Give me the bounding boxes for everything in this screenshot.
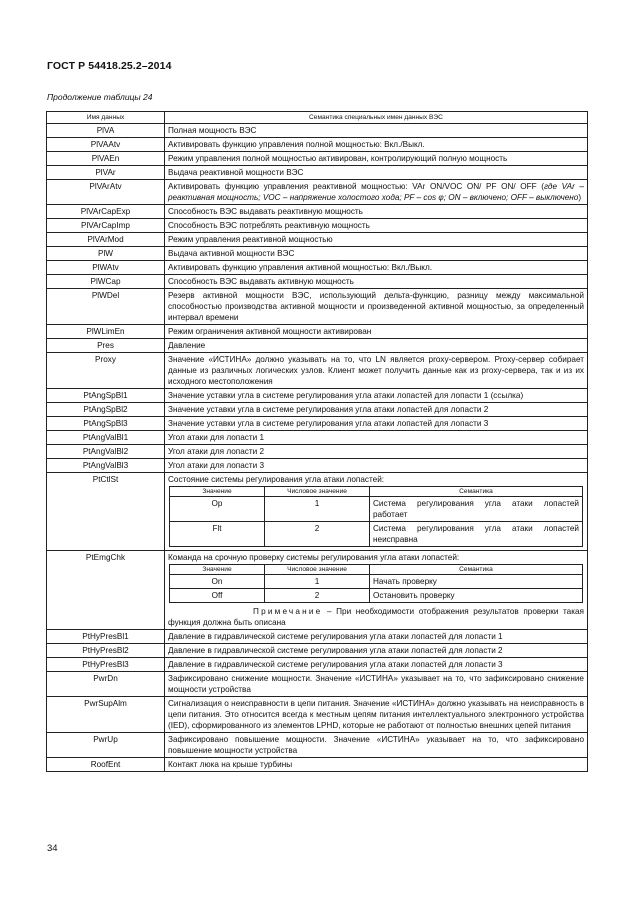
table-row — [47, 166, 588, 180]
table-row — [47, 403, 588, 417]
semantics-cell — [165, 473, 588, 551]
subtable-row — [170, 589, 583, 603]
semantics-cell: Значение уставки угла в системе регулирования угла атаки лопастей для лопасти 3 — [165, 417, 588, 431]
semantics-cell: Зафиксировано снижение мощности. Значение «ИСТИНА» указывает на то, что зафиксировано снижение мощности устройства — [165, 672, 588, 697]
semantics-italic-text: где VAr – реактивная мощность; VOC – напряжение холостого хода; PF – cos φ; ON – включено; OFF – выключено — [168, 182, 584, 202]
semantics-cell: Активировать функцию управления полной мощностью: Вкл./Выкл. — [165, 138, 588, 152]
numeric-cell: 1 — [265, 575, 370, 589]
table-row — [47, 417, 588, 431]
value-cell: Off — [170, 589, 265, 603]
value-semantics-cell: Система регулирования угла атаки лопастей работает — [370, 497, 583, 522]
subtable-header-value: Значение — [170, 565, 265, 575]
table-row — [47, 551, 588, 630]
data-name-cell: PtEmgChk — [47, 551, 165, 630]
table-row — [47, 431, 588, 445]
data-name-cell: PlW — [47, 247, 165, 261]
semantics-cell: Значение уставки угла в системе регулирования угла атаки лопастей для лопасти 2 — [165, 403, 588, 417]
semantics-cell: Значение «ИСТИНА» должно указывать на то, что LN является proxy-сервером. Proxy-сервер собирает данные из различных логических узлов. Клиент может получить данные как из proxy-сервера, так и из их исходного местоположения — [165, 353, 588, 389]
table-row — [47, 697, 588, 733]
subtable-header-semantics: Семантика — [370, 487, 583, 497]
data-name-cell: PlVArAtv — [47, 180, 165, 205]
subtable-header-row — [170, 487, 583, 497]
table-row — [47, 205, 588, 219]
note-text: – При необходимости отображения результатов проверки такая функция должна быть описана — [168, 607, 584, 627]
data-name-cell: PtAngSpBl2 — [47, 403, 165, 417]
value-semantics-cell: Начать проверку — [370, 575, 583, 589]
table-row — [47, 644, 588, 658]
data-name-cell: PtHyPresBl3 — [47, 658, 165, 672]
page-number: 34 — [47, 843, 58, 854]
data-name-cell: PlVArMod — [47, 233, 165, 247]
table-row — [47, 219, 588, 233]
table-row — [47, 261, 588, 275]
semantics-cell: Активировать функцию управления активной мощностью: Вкл./Выкл. — [165, 261, 588, 275]
semantics-text: Активировать функцию управления реактивной мощностью: VAr ON/VOC ON/ PF ON/ OFF ( — [168, 182, 544, 191]
semantics-text: ) — [578, 193, 582, 202]
semantics-cell: Давление в гидравлической системе регулирования угла атаки лопастей для лопасти 3 — [165, 658, 588, 672]
semantics-cell: Угол атаки для лопасти 1 — [165, 431, 588, 445]
table-continuation-caption: Продолжение таблицы 24 — [47, 92, 153, 102]
subtable-header-row — [170, 565, 583, 575]
data-name-cell: PtAngValBl2 — [47, 445, 165, 459]
table-row — [47, 180, 588, 205]
semantics-cell: Зафиксировано повышение мощности. Значение «ИСТИНА» указывает на то, что зафиксировано повышение мощности устройства — [165, 733, 588, 758]
subtable-header-value: Значение — [170, 487, 265, 497]
semantics-cell: Резерв активной мощности ВЭС, использующий дельта-функцию, разницу между максимальной способностью производства активной мощности и произведенной активной мощностью, за определенный интервал времени — [165, 289, 588, 325]
semantics-cell: Способность ВЭС выдавать активную мощность — [165, 275, 588, 289]
table-row — [47, 275, 588, 289]
table-row — [47, 353, 588, 389]
semantics-cell: Выдача реактивной мощности ВЭС — [165, 166, 588, 180]
data-name-cell: Proxy — [47, 353, 165, 389]
note-label: Примечание — [253, 607, 323, 616]
value-semantics-cell: Система регулирования угла атаки лопастей неисправна — [370, 522, 583, 547]
table-row — [47, 758, 588, 772]
table-row — [47, 233, 588, 247]
table-note — [165, 605, 587, 629]
semantics-cell: Давление — [165, 339, 588, 353]
ptctlst-values-table — [169, 486, 583, 547]
numeric-cell: 2 — [265, 522, 370, 547]
subtable-header-semantics: Семантика — [370, 565, 583, 575]
document-header: ГОСТ Р 54418.25.2–2014 — [47, 60, 172, 72]
table-row — [47, 289, 588, 325]
data-name-cell: PtAngValBl1 — [47, 431, 165, 445]
data-name-cell: PlVArCapExp — [47, 205, 165, 219]
ptemgchk-values-table — [169, 564, 583, 603]
data-name-cell: PtHyPresBl1 — [47, 630, 165, 644]
semantics-text: Команда на срочную проверку системы регулирования угла атаки лопастей: — [168, 553, 460, 562]
subtable-row — [170, 575, 583, 589]
subtable-header-numeric: Числовое значение — [265, 565, 370, 575]
semantics-cell: Способность ВЭС потреблять реактивную мощность — [165, 219, 588, 233]
data-name-cell: PlVAAtv — [47, 138, 165, 152]
table-row — [47, 389, 588, 403]
table-row — [47, 152, 588, 166]
semantics-text: Состояние системы регулирования угла атаки лопастей: — [168, 475, 385, 484]
subtable-header-numeric: Числовое значение — [265, 487, 370, 497]
semantics-cell: Контакт люка на крыше турбины — [165, 758, 588, 772]
data-name-cell: PwrDn — [47, 672, 165, 697]
subtable-row — [170, 497, 583, 522]
table-row — [47, 459, 588, 473]
subtable-row — [170, 522, 583, 547]
semantics-cell: Давление в гидравлической системе регулирования угла атаки лопастей для лопасти 2 — [165, 644, 588, 658]
data-name-cell: PlVArCapImp — [47, 219, 165, 233]
semantics-cell: Сигнализация о неисправности в цепи питания. Значение «ИСТИНА» должно указывать на неисправность в цепи питания. Это относится всегда к местным цепям питания интеллектуального электронного устройства (IED), сформированного из элементов LPHD, которые не работают от полностью внешних цепей питания — [165, 697, 588, 733]
data-name-cell: PtAngValBl3 — [47, 459, 165, 473]
table-header-row — [47, 112, 588, 124]
column-header-name: Имя данных — [47, 112, 165, 124]
value-semantics-cell: Остановить проверку — [370, 589, 583, 603]
table-row — [47, 247, 588, 261]
data-name-cell: RoofEnt — [47, 758, 165, 772]
semantics-cell — [165, 180, 588, 205]
data-name-cell: PlWAtv — [47, 261, 165, 275]
table-row — [47, 733, 588, 758]
table-row — [47, 672, 588, 697]
value-cell: Flt — [170, 522, 265, 547]
column-header-semantics: Семантика специальных имен данных ВЭС — [165, 112, 588, 124]
table-row — [47, 658, 588, 672]
semantics-cell: Полная мощность ВЭС — [165, 124, 588, 138]
data-name-cell: PlWLimEn — [47, 325, 165, 339]
table-row — [47, 339, 588, 353]
value-cell: On — [170, 575, 265, 589]
data-name-cell: PwrUp — [47, 733, 165, 758]
semantics-cell: Режим управления реактивной мощностью — [165, 233, 588, 247]
semantics-cell: Угол атаки для лопасти 2 — [165, 445, 588, 459]
data-name-cell: PlWCap — [47, 275, 165, 289]
semantics-cell: Выдача активной мощности ВЭС — [165, 247, 588, 261]
numeric-cell: 2 — [265, 589, 370, 603]
data-name-cell: PlVAEn — [47, 152, 165, 166]
table-row — [47, 138, 588, 152]
data-name-cell: PtCtlSt — [47, 473, 165, 551]
data-name-cell: PlVA — [47, 124, 165, 138]
data-name-cell: PlWDel — [47, 289, 165, 325]
numeric-cell: 1 — [265, 497, 370, 522]
semantics-cell — [165, 551, 588, 630]
value-cell: Op — [170, 497, 265, 522]
semantics-cell: Давление в гидравлической системе регулирования угла атаки лопастей для лопасти 1 — [165, 630, 588, 644]
semantics-cell: Способность ВЭС выдавать реактивную мощность — [165, 205, 588, 219]
semantics-cell: Режим управления полной мощностью активирован, контролирующий полную мощность — [165, 152, 588, 166]
data-names-table — [46, 111, 588, 772]
data-name-cell: PtAngSpBl3 — [47, 417, 165, 431]
table-row — [47, 445, 588, 459]
data-name-cell: PwrSupAlm — [47, 697, 165, 733]
data-name-cell: PtHyPresBl2 — [47, 644, 165, 658]
semantics-cell: Значение уставки угла в системе регулирования угла атаки лопастей для лопасти 1 (ссылка) — [165, 389, 588, 403]
semantics-cell: Угол атаки для лопасти 3 — [165, 459, 588, 473]
table-row — [47, 473, 588, 551]
data-name-cell: Pres — [47, 339, 165, 353]
table-row — [47, 325, 588, 339]
data-name-cell: PlVAr — [47, 166, 165, 180]
table-row — [47, 630, 588, 644]
table-row — [47, 124, 588, 138]
data-name-cell: PtAngSpBl1 — [47, 389, 165, 403]
semantics-cell: Режим ограничения активной мощности активирован — [165, 325, 588, 339]
